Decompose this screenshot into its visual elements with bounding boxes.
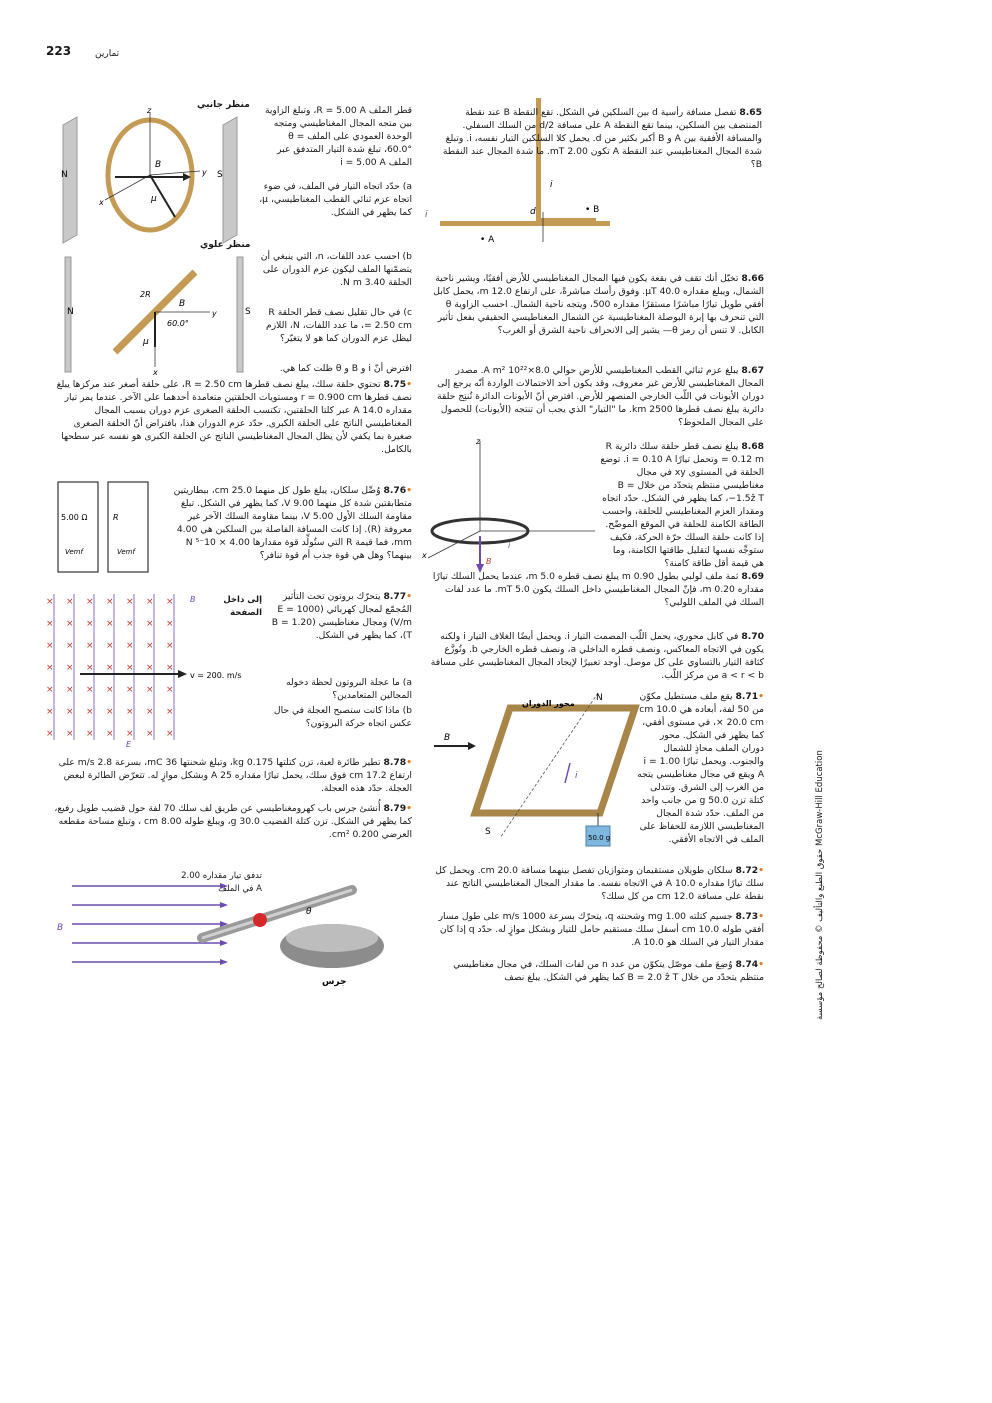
problem-8-65-text: تفصل مسافة رأسية d بين السلكين في الشكل. تقع النقطة B عند نقطة المنتصف بين السلكين، بينما تقع النقطة A على مسافة d/2 من السلك السفلي. والمسافة الأفقية بين A و B أكبر بكثير من d. يحمل كلا السلكين التيار نفسه، i. وتبلغ شدة المجال المغناطيسي عند النقطة A تكون 2.00 mT. ما شدة المجال عند النقطة B؟ xyxy=(442,107,762,170)
problem-8-72 xyxy=(428,864,764,903)
side-view-figure xyxy=(55,105,265,245)
lower-current-label: i xyxy=(425,210,428,220)
problem-8-65-number: 8.65 xyxy=(739,107,762,118)
loop-z-label: z xyxy=(476,437,481,446)
field-x-mark: × xyxy=(66,641,74,651)
problem-8-76-number: • 8.76 xyxy=(383,485,412,496)
rectangular-coil-figure xyxy=(430,688,660,848)
page-number: 223 xyxy=(46,44,72,58)
problem-8-71 xyxy=(636,690,764,846)
coil-b-label: B xyxy=(444,733,451,743)
velocity-label: v = 200. m/s xyxy=(190,671,242,680)
field-x-mark: × xyxy=(146,685,154,695)
emf-1-label: Vemf xyxy=(65,548,83,556)
top-x-label: x xyxy=(153,368,158,377)
field-x-mark: × xyxy=(166,597,174,607)
problem-8-70-text: في كابل محوري، يحمل اللّب المصمت التيار i. ويحمل أيضًا الغلاف التيار i ولكنه يكون في الاتجاه المعاكس، ونصف قطره الداخلي a، ونصف قطره الخارجي b. وتُوزَّع كثافة التيار بالتساوي على كل موصل. أوجد تعبيرًا لإيجاد المجال المغناطيسي على مسافة a < r < b من مركز اللّب. xyxy=(430,631,764,681)
field-x-mark: × xyxy=(86,663,94,673)
field-x-mark: × xyxy=(46,641,54,651)
current-label: تدفق تيار مقداره 2.00 A في الملف xyxy=(181,871,262,894)
field-x-mark: × xyxy=(146,641,154,651)
field-x-mark: × xyxy=(166,729,174,739)
field-x-mark: × xyxy=(46,597,54,607)
field-x-mark: × xyxy=(106,707,114,717)
problem-8-65 xyxy=(430,106,762,171)
field-x-mark: × xyxy=(106,729,114,739)
problem-8-66-text: تخيّل أنك تقف في بقعة يكون فيها المجال المغناطيسي للأرض أفقيًا، ويشير ناحية الشمال، ويبلغ مقداره 40.0 μT. وفوق رأسك مباشرةً، على ارتفاع 12.0 m، يحمل كابل أفقي طويل تيارًا مباشرًا مستقرًا مقداره 500، ويتجه ناحية الشمال. احسب الزاوية θ التي تنحرف بها إبرة البوصلة المغناطيسية عن الشمال المغناطيسي الحقيقي بفعل تأثير الكابل. لا تنس أن رمز θ— يشير إلى الانحراف ناحية الشرق أو الغرب؟ xyxy=(433,273,764,336)
problem-8-68-text: يبلغ نصف قطر حلقة سلك دائرية R = 0.12 m وتحمل تيارًا i = 0.10 A. توضع الحلقة في المستوى xy في مجال مغناطيسي منتظم يتحدّد من خلال B = −1.5ẑ T، كما يظهر في الشكل. حدّد اتجاه ومقدار العزم المغناطيسي للحلقة، واحسب الطاقة الكامنة للحلقة في الموقع الموضّح. إذا كانت حلقة السلك حرّة الحركة، فكيف ستوجِّه نفسها لتقليل طاقتها الكامنة، وما هي قيمة أقل طاقة كامنة؟ xyxy=(600,441,764,569)
bell-b-label: B xyxy=(57,923,64,933)
upper-current-label: i xyxy=(550,180,553,190)
top-n-label: N xyxy=(67,307,74,317)
problem-8-77-text: يتحرّك بروتون تحت التأثير المُجمّع لمجال كهربائي (E = 1000 V/m) ومجال مغناطيسي (B = 1.20 T)، كما يظهر في الشكل. xyxy=(271,591,412,641)
field-x-mark: × xyxy=(106,663,114,673)
loop-figure xyxy=(420,436,600,576)
side-y-label: y xyxy=(202,168,207,177)
proton-b-label: B xyxy=(190,595,196,604)
field-x-mark: × xyxy=(86,707,94,717)
problem-8-71-number: • 8.71 xyxy=(735,691,764,702)
wire-coil xyxy=(253,913,267,927)
problem-8-75-text: تحتوي حلقة سلك، يبلغ نصف قطرها R = 2.50 cm، على حلقة أصغر عند مركزها يبلغ نصف قطرها r = 0.900 cm ومستويات الحلقتين متعامدة أحدهما على الآخر. عندما يمر تيار مقداره 14.0 A عبر كلتا الحلقتين، تكتسب الحلقة الصغرى عزم دوران بسبب المجال المغناطيسي الناتج على الحلقة الكبرى. حدّد عزم الدوران هذا، بافتراض أنّ الحلقة الصغرى صغيرة بما يكفي لأن يظل المجال المغناطيسي الناتج عن الحلقة الكبرى هو نفسه عبر سطحها بالكامل. xyxy=(56,379,412,455)
coil-part-c: c) في حال تقليل نصف قطر الحلقة R = 2.50 cm، ما عدد اللفات، N، اللازم ليظل عزم الدوران كما هو لا يتغيّر؟ xyxy=(266,307,412,344)
field-x-mark: × xyxy=(86,685,94,695)
field-x-mark: × xyxy=(86,619,94,629)
bell-label: جرس xyxy=(322,977,347,987)
problem-8-72-number: • 8.72 xyxy=(735,865,764,876)
field-x-mark: × xyxy=(106,685,114,695)
field-x-mark: × xyxy=(86,597,94,607)
top-b-label: B xyxy=(179,299,186,309)
field-x-mark: × xyxy=(166,663,174,673)
section-title: تمارين xyxy=(95,49,120,59)
circuit-2 xyxy=(108,482,148,572)
lower-horizontal-wire xyxy=(440,221,610,226)
two-r-label: 2R xyxy=(140,290,151,299)
problem-8-73-number: • 8.73 xyxy=(735,911,764,922)
d-label: d xyxy=(530,207,536,217)
coil-south-label: S xyxy=(485,827,491,837)
mass-label: 50.0 g xyxy=(588,834,611,842)
problem-8-79 xyxy=(52,802,412,841)
field-x-mark: × xyxy=(126,707,134,717)
problem-8-77 xyxy=(265,590,412,642)
field-x-mark: × xyxy=(66,597,74,607)
loop-x-label: x xyxy=(422,551,427,560)
resistor-1-label: 5.00 Ω xyxy=(61,513,88,522)
field-x-mark: × xyxy=(146,729,154,739)
field-x-mark: × xyxy=(46,685,54,695)
top-mu-label: μ xyxy=(143,337,149,347)
circuit-figure xyxy=(55,480,160,580)
problem-8-76 xyxy=(162,484,412,562)
field-x-mark: × xyxy=(146,597,154,607)
emf-2-label: Vemf xyxy=(117,548,135,556)
field-x-mark: × xyxy=(126,619,134,629)
problem-8-72-text: سلكان طويلان مستقيمان ومتوازيان تفصل بينهما مسافة 20.0 cm. ويحمل كل سلك تيارًا مقداره 10.0 A في الاتجاه نفسه. ما مقدار المجال المغناطيسي الناتج عند نقطة على مسافة 12.0 cm من كل سلك؟ xyxy=(435,865,764,902)
coil-assumption: افترض أنّ i و B و θ ظلت كما هي. xyxy=(279,363,412,374)
field-x-mark: × xyxy=(146,707,154,717)
north-plate xyxy=(63,117,77,243)
point-b-label: • B xyxy=(585,205,600,215)
coil-i-label: i xyxy=(575,771,578,781)
problem-8-68-number: 8.68 xyxy=(741,441,764,452)
field-x-mark: × xyxy=(46,729,54,739)
problem-8-77a: a) ما عجلة البروتون لحظة دخوله المجالين المتعامدين؟ xyxy=(285,677,412,701)
problem-8-73 xyxy=(428,910,764,949)
field-x-mark: × xyxy=(86,641,94,651)
field-x-mark: × xyxy=(46,663,54,673)
point-a-label: • A xyxy=(480,235,495,245)
problem-8-69-number: 8.69 xyxy=(741,571,764,582)
field-x-mark: × xyxy=(106,619,114,629)
coil-part-b: b) احسب عدد اللفات، n، التي ينبغي أن يتضمّنها الملف ليكون عزم الدوران على الحلقة 3.40 N m. xyxy=(260,251,412,288)
problem-8-78-number: • 8.78 xyxy=(383,757,412,768)
problem-8-79-text: أُنشئ جرس باب كهرومغناطيسي عن طريق لف سلك 70 لفة حول قضيب طويل رفيع، كما يظهر في الشكل. تزن كتلة القضيب 30.0 g، ويبلغ طوله 8.00 cm ، وتبلغ مساحة مقطعه العرضي 0.200 cm². xyxy=(54,803,412,840)
coil-current-arrow xyxy=(565,763,570,783)
bell-dome-top xyxy=(286,924,378,952)
problem-8-68 xyxy=(600,440,764,570)
side-z-label: z xyxy=(147,106,152,115)
circuit-1 xyxy=(58,482,98,572)
theta-label: θ xyxy=(306,907,312,917)
field-x-mark: × xyxy=(166,619,174,629)
side-s-label: S xyxy=(217,170,223,180)
problem-8-74-number: • 8.74 xyxy=(735,959,764,970)
field-x-mark: × xyxy=(146,619,154,629)
field-x-mark: × xyxy=(126,685,134,695)
loop-i-label: i xyxy=(508,541,511,550)
field-x-mark: × xyxy=(126,597,134,607)
field-x-mark: × xyxy=(66,663,74,673)
field-x-mark: × xyxy=(86,729,94,739)
problem-8-67 xyxy=(428,364,764,429)
top-s-label: S xyxy=(245,307,251,317)
field-x-mark: × xyxy=(146,663,154,673)
field-x-mark: × xyxy=(166,641,174,651)
copyright-spine: حقوق الطبع والتأليف © محفوظة لصالح مؤسسة McGraw-Hill Education xyxy=(815,750,825,1020)
top-view-figure xyxy=(55,252,265,377)
problem-8-71-text: يقع ملف مستطيل مكوّن من 50 لفة، أبعاده هي 10.0 cm × 20.0 cm، في مستوى أفقي، كما يظهر في الشكل. محور دوران الملف محاذٍ للشمال والجنوب. ويحمل تيارًا i = 1.00 A ويقع في مجال مغناطيسي يتجه من الغرب إلى الشرق. وتتدلى كتلة تزن 50.0 g من جانب واحد من الملف. حدّد شدة المجال المغناطيسي اللازمة للحفاظ على الملف في الاتجاه الأفقي. xyxy=(637,691,764,845)
loop-b-label: B xyxy=(486,557,492,566)
resistor-2-label: R xyxy=(113,513,119,522)
problem-8-76-text: وُصِّل سلكان، يبلغ طول كل منهما 25.0 cm، ببطاريتين متطابقتين شدة كل منهما 9.00 V، كما يظهر في الشكل. تبلغ مقاومة السلك الأول 5.00 V، بينما مقاومة السلك الآخر غير معروفة (R). إذا كانت المسافة الفاصلة بين السلكين هي 4.00 mm، فما قيمة R التي ستُولِّد قوة مقدارها 4.00 × 10⁻⁵ N بينهما؟ وهل هي قوة جذب أم قوة تنافر؟ xyxy=(173,485,412,561)
coil-north-label: N xyxy=(596,693,603,703)
coil-problem-continuation: قطر الملف R = 5.00 A، وتبلغ الزاوية بين متجه المجال المغناطيسي ومتجه الوحدة العمودي على الملف θ = 60.0°، تبلغ شدة التيار المتدفق عبر الملف i = 5.00 A xyxy=(264,105,412,168)
problem-8-75-number: • 8.75 xyxy=(383,379,412,390)
side-b-label: B xyxy=(155,160,162,170)
coil-frame xyxy=(475,708,635,813)
problem-8-66 xyxy=(428,272,764,337)
side-n-label: N xyxy=(61,170,68,180)
problem-8-69 xyxy=(428,570,764,609)
problem-8-78 xyxy=(52,756,412,795)
side-x-label: x xyxy=(99,198,104,207)
problem-8-67-number: 8.67 xyxy=(741,365,764,376)
problem-8-67-text: يبلغ عزم ثنائي القطب المغناطيسي للأرض حوالي 8.0×10²² A m². مصدر المجال المغناطيسي للأرض غير معروف، وقد يكون أحد الاحتمالات الواردة أنّه يرجع إلى دوران الأيونات في اللّب الخارجي المنصهر للأرض. افترض أنّ الأيونات الدائرة تُنتِج حلقة دائرية يبلغ نصف قطرها 2500 km. ما "التيار" الذي يجب أن تنتجه (الأيونات) للحصول على المجال الملحوظ؟ xyxy=(437,365,764,428)
top-south-plate xyxy=(237,257,243,372)
proton-e-label: E xyxy=(126,740,132,749)
b-field-into-page xyxy=(46,594,174,740)
field-x-mark: × xyxy=(126,729,134,739)
side-view-caption: منظر جانبي xyxy=(197,100,250,110)
into-page-label: إلى داخل الصفحة xyxy=(223,595,262,618)
side-x-axis xyxy=(105,175,150,200)
problem-8-69-text: ثمة ملف لولبي بطول 0.90 m يبلغ نصف قطره 5.0 m، عندما يحمل السلك تيارًا مقداره 0.20 m، فإنّ المجال المغناطيسي داخل السلك يكون 5.0 mT. ما عدد لفات السلك في الملف اللولبي؟ xyxy=(432,571,764,608)
problem-8-70 xyxy=(428,630,764,682)
field-x-mark: × xyxy=(66,729,74,739)
coil-b-arrow-head xyxy=(468,742,476,750)
field-x-mark: × xyxy=(126,663,134,673)
field-x-mark: × xyxy=(126,641,134,651)
top-y-label: y xyxy=(212,309,217,318)
rotation-axis-label: محور الدوران xyxy=(522,699,575,708)
field-x-mark: × xyxy=(66,685,74,695)
problem-8-77-number: • 8.77 xyxy=(383,591,412,602)
field-x-mark: × xyxy=(46,619,54,629)
problem-8-70-number: 8.70 xyxy=(741,631,764,642)
side-mu-label: μ xyxy=(151,194,157,204)
problem-8-78-text: تطير طائرة لعبة، تزن كتلتها 0.175 kg، وتبلغ شحنتها 36 mC، بسرعة 2.8 m/s على ارتفاع 17.2 cm فوق سلك، يحمل تيارًا مقداره 25 A وبشكل موازٍ له. تتعرّض الطائرة لبعض العجلة. حدّد هذه العجلة. xyxy=(58,757,412,794)
problem-8-66-number: 8.66 xyxy=(741,273,764,284)
field-x-mark: × xyxy=(166,685,174,695)
angle-label: 60.0° xyxy=(167,319,189,328)
south-plate xyxy=(223,117,237,243)
field-x-mark: × xyxy=(106,597,114,607)
coil-part-a: a) حدّد اتجاه التيار في الملف، في ضوء اتجاه عزم ثنائي القطب المغناطيسي، μ، كما يظهر في الشكل. xyxy=(259,181,412,218)
field-x-mark: × xyxy=(46,707,54,717)
problem-8-79-number: • 8.79 xyxy=(383,803,412,814)
field-x-mark: × xyxy=(106,641,114,651)
problem-8-75 xyxy=(52,378,412,456)
top-view-caption: منظر علوي xyxy=(200,240,251,250)
velocity-arrow-head xyxy=(178,670,187,678)
field-x-mark: × xyxy=(166,707,174,717)
problem-8-73-text: جسيم كتلته 1.00 mg وشحنته q، يتحرّك بسرعة 1000 m/s على طول مسار أفقي طوله 10.0 cm أسفل سلك مستقيم حامل للتيار وبشكل موازٍ له. حدّد q إذا كان مقدار التيار في السلك هو 10.0 A. xyxy=(438,911,764,948)
field-x-mark: × xyxy=(66,619,74,629)
problem-8-74 xyxy=(428,958,764,984)
field-x-mark: × xyxy=(66,707,74,717)
problem-8-77b: b) ماذا كانت ستصبح العجلة في حال عكس اتجاه حركة البروتون؟ xyxy=(273,705,412,729)
problem-8-74-text: وُضِعَ ملف موصّل يتكوّن من عدد n من لفات السلك، في مجال مغناطيسي منتظم يتحدّد من خلال B = 2.0 ẑ T كما يظهر في الشكل. يبلغ نصف xyxy=(453,959,764,983)
